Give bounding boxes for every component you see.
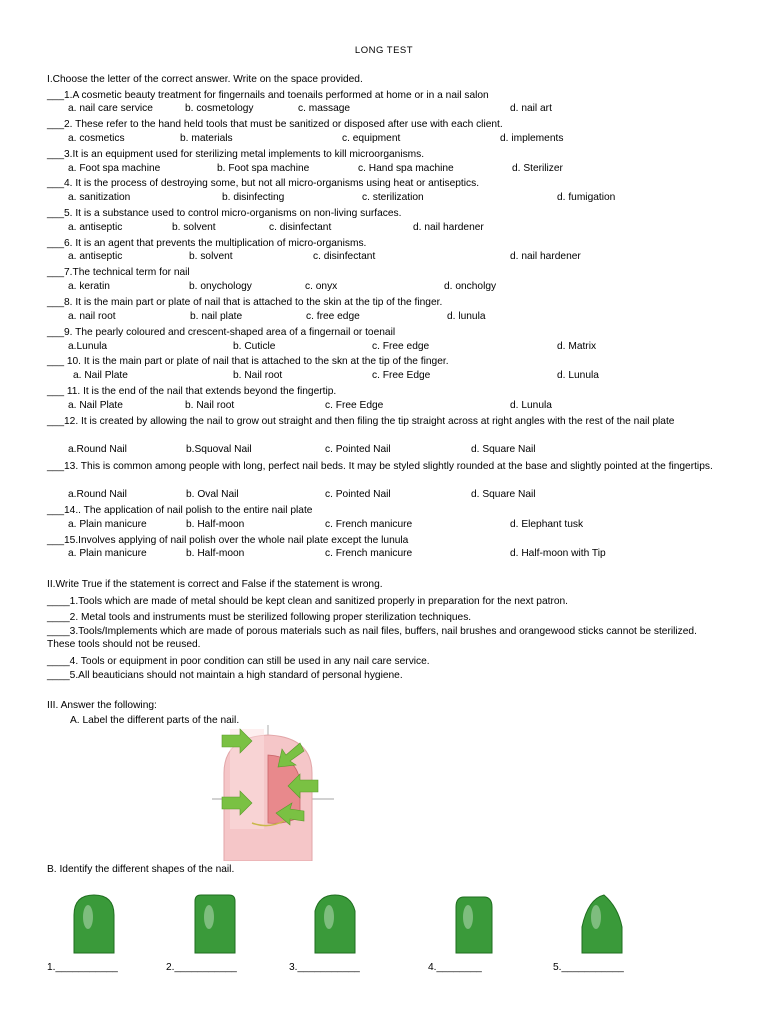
- question-12-option-d: d. Square Nail: [471, 444, 536, 455]
- question-7-option-a: a. keratin: [68, 281, 110, 292]
- answer-blank-5[interactable]: 5.___________: [553, 962, 624, 973]
- question-2-option-b: b. materials: [180, 133, 233, 144]
- question-8: ___8. It is the main part or plate of nail that is attached to the skin at the tip of the finger.: [47, 297, 443, 308]
- question-11-option-a: a. Nail Plate: [68, 400, 123, 411]
- question-7-option-c: c. onyx: [305, 281, 338, 292]
- question-3-option-c: c. Hand spa machine: [358, 163, 454, 174]
- true-false-item-3: ____3.Tools/Implements which are made of porous materials such as nail files, buffers, nail brushes and orangewood sticks cannot be sterilized. These tools should not be reused.: [47, 626, 697, 650]
- true-false-item-2: ____2. Metal tools and instruments must be sterilized following proper sterilization techniques.: [47, 612, 472, 623]
- nail-diagram: [212, 725, 334, 861]
- answer-blank-3[interactable]: 3.___________: [289, 962, 360, 973]
- question-13-option-c: c. Pointed Nail: [325, 489, 391, 500]
- question-15: ___15.Involves applying of nail polish over the whole nail plate except the lunula: [47, 535, 409, 546]
- question-7-option-d: d. oncholgy: [444, 281, 497, 292]
- question-12-option-b: b.Squoval Nail: [186, 444, 252, 455]
- part3-heading: III. Answer the following:: [47, 700, 157, 711]
- question-12-option-a: a.Round Nail: [68, 444, 127, 455]
- question-13-option-b: b. Oval Nail: [186, 489, 239, 500]
- question-9-option-a: a.Lunula: [68, 341, 108, 352]
- nail-shape-5: [578, 893, 628, 957]
- question-7-option-b: b. onychology: [189, 281, 252, 292]
- part1-heading: I.Choose the letter of the correct answer. Write on the space provided.: [47, 74, 363, 85]
- answer-blank-4[interactable]: 4.________: [428, 962, 482, 973]
- question-11: ___ 11. It is the end of the nail that extends beyond the fingertip.: [47, 386, 337, 397]
- question-11-option-c: c. Free Edge: [325, 400, 384, 411]
- question-13-option-a: a.Round Nail: [68, 489, 127, 500]
- question-15-option-b: b. Half-moon: [186, 548, 245, 559]
- question-14-option-d: d. Elephant tusk: [510, 519, 584, 530]
- question-11-option-d: d. Lunula: [510, 400, 552, 411]
- question-5-option-d: d. nail hardener: [413, 222, 484, 233]
- question-9: ___9. The pearly coloured and crescent-shaped area of a fingernail or toenail: [47, 327, 396, 338]
- question-4-option-b: b. disinfecting: [222, 192, 285, 203]
- question-13: ___13. This is common among people with long, perfect nail beds. It may be styled slightly rounded at the base and slightly pointed at the fingertips.: [47, 461, 713, 472]
- part3-b-label: B. Identify the different shapes of the nail.: [47, 864, 235, 875]
- nail-shape-1: [70, 893, 120, 957]
- question-2: ___2. These refer to the hand held tools that must be sanitized or disposed after use with each client.: [47, 119, 503, 130]
- question-2-option-c: c. equipment: [342, 133, 401, 144]
- question-10-option-b: b. Nail root: [233, 370, 283, 381]
- question-9-option-b: b. Cuticle: [233, 341, 276, 352]
- question-1-option-d: d. nail art: [510, 103, 552, 114]
- question-8-option-b: b. nail plate: [190, 311, 243, 322]
- question-6-option-d: d. nail hardener: [510, 251, 581, 262]
- question-8-option-a: a. nail root: [68, 311, 116, 322]
- question-6-option-c: c. disinfectant: [313, 251, 376, 262]
- part2-heading: II.Write True if the statement is correct and False if the statement is wrong.: [47, 579, 383, 590]
- question-5-option-a: a. antiseptic: [68, 222, 123, 233]
- question-1-option-a: a. nail care service: [68, 103, 153, 114]
- true-false-item-4: ____4. Tools or equipment in poor condition can still be used in any nail care service.: [47, 656, 430, 667]
- question-14-option-a: a. Plain manicure: [68, 519, 147, 530]
- question-8-option-c: c. free edge: [306, 311, 360, 322]
- question-10-option-c: c. Free Edge: [372, 370, 431, 381]
- question-2-option-d: d. implements: [500, 133, 564, 144]
- question-3: ___3.It is an equipment used for sterilizing metal implements to kill microorganisms.: [47, 149, 425, 160]
- question-10-option-d: d. Lunula: [557, 370, 599, 381]
- question-8-option-d: d. lunula: [447, 311, 486, 322]
- true-false-item-1: ____1.Tools which are made of metal should be kept clean and sanitized properly in preparation for the next patron.: [47, 596, 569, 607]
- question-15-option-c: c. French manicure: [325, 548, 413, 559]
- nail-shape-2: [191, 893, 241, 957]
- question-12: ___12. It is created by allowing the nail to grow out straight and then filing the tip straight across at right angles with the rest of the nail plate: [47, 416, 675, 427]
- question-12-option-c: c. Pointed Nail: [325, 444, 391, 455]
- nail-shape-4: [450, 893, 500, 957]
- part3-a-label: A. Label the different parts of the nail.: [70, 715, 240, 726]
- answer-blank-1[interactable]: 1.___________: [47, 962, 118, 973]
- question-3-option-b: b. Foot spa machine: [217, 163, 310, 174]
- question-15-option-d: d. Half-moon with Tip: [510, 548, 606, 559]
- question-15-option-a: a. Plain manicure: [68, 548, 147, 559]
- question-13-option-d: d. Square Nail: [471, 489, 536, 500]
- question-4-option-a: a. sanitization: [68, 192, 131, 203]
- question-4-option-c: c. sterilization: [362, 192, 424, 203]
- question-6-option-a: a. antiseptic: [68, 251, 123, 262]
- question-10-option-a: a. Nail Plate: [73, 370, 128, 381]
- question-1: ___1.A cosmetic beauty treatment for fingernails and toenails performed at home or in a nail salon: [47, 90, 489, 101]
- question-14: ___14.. The application of nail polish to the entire nail plate: [47, 505, 313, 516]
- question-11-option-b: b. Nail root: [185, 400, 235, 411]
- page-title: LONG TEST: [354, 45, 414, 56]
- question-14-option-b: b. Half-moon: [186, 519, 245, 530]
- question-1-option-b: b. cosmetology: [185, 103, 254, 114]
- question-5-option-b: b. solvent: [172, 222, 216, 233]
- question-10: ___ 10. It is the main part or plate of nail that is attached to the skn at the tip of the finger.: [47, 356, 449, 367]
- question-5-option-c: c. disinfectant: [269, 222, 332, 233]
- question-6: ___6. It is an agent that prevents the multiplication of micro-organisms.: [47, 238, 367, 249]
- question-2-option-a: a. cosmetics: [68, 133, 125, 144]
- question-14-option-c: c. French manicure: [325, 519, 413, 530]
- question-1-option-c: c. massage: [298, 103, 351, 114]
- question-3-option-d: d. Sterilizer: [512, 163, 563, 174]
- question-9-option-d: d. Matrix: [557, 341, 597, 352]
- true-false-item-5: ____5.All beauticians should not maintain a high standard of personal hygiene.: [47, 670, 403, 681]
- question-5: ___5. It is a substance used to control micro-organisms on non-living surfaces.: [47, 208, 402, 219]
- question-6-option-b: b. solvent: [189, 251, 233, 262]
- question-4-option-d: d. fumigation: [557, 192, 616, 203]
- answer-blank-2[interactable]: 2.___________: [166, 962, 237, 973]
- question-7: ___7.The technical term for nail: [47, 267, 190, 278]
- question-9-option-c: c. Free edge: [372, 341, 430, 352]
- question-4: ___4. It is the process of destroying some, but not all micro-organisms using heat or antiseptics.: [47, 178, 480, 189]
- nail-shape-3: [311, 893, 361, 957]
- question-3-option-a: a. Foot spa machine: [68, 163, 161, 174]
